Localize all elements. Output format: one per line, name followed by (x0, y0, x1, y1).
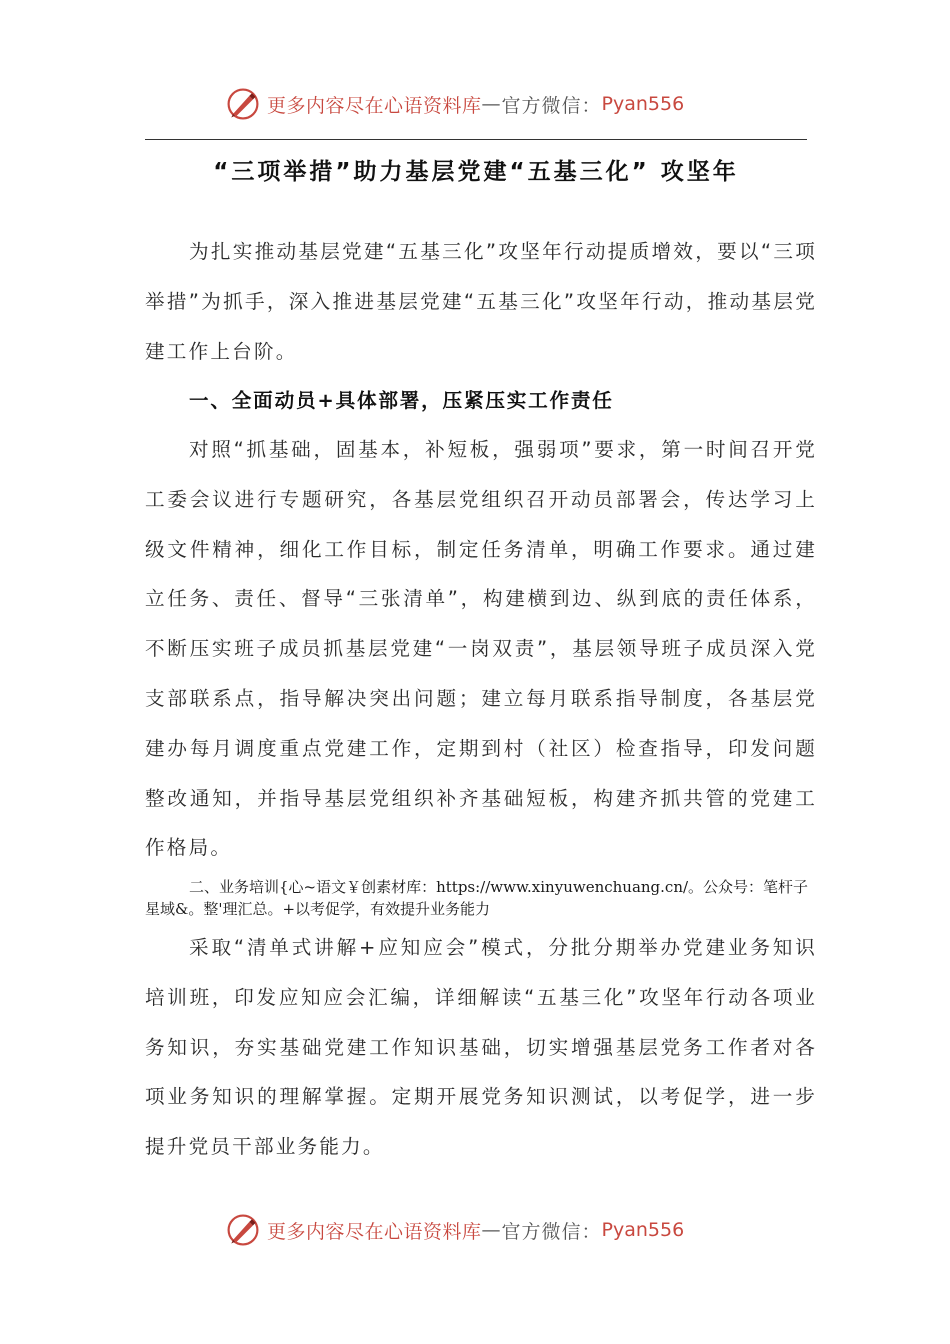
banner-slogan: 更多内容尽在心语资料库 (267, 94, 482, 117)
banner-dash: — (481, 1219, 502, 1241)
banner-wechat-id: Pyan556 (601, 93, 685, 115)
banner-dash: — (481, 93, 502, 115)
banner-slogan: 更多内容尽在心语资料库 (267, 1220, 482, 1243)
banner-wechat-label: 官方微信： (501, 1220, 602, 1243)
section-2-heading: 二、业务培训{心~语文￥创素材库：https://www.xinyuwenchuang.cn/。公众号：笔杆子星域&。整'理汇总。+以考促学，有效提升业务能力 (145, 878, 809, 918)
pen-logo-icon (225, 1212, 261, 1248)
footer-banner (225, 1208, 684, 1252)
banner-wechat-label: 官方微信： (501, 94, 602, 117)
section-1-body: 对照“抓基础，固基本，补短板，强弱项”要求，第一时间召开党工委会议进行专题研究，各基层党组织召开动员部署会，传达学习上级文件精神，细化工作目标，制定任务清单，明确工作要求。通过建立任务、责任、督导“三张清单”，构建横到边、纵到底的责任体系，不断压实班子成员抓基层党建“一岗双责”，基层领导班子成员深入党支部联系点，指导解决突出问题；建立每月联系指导制度，各基层党建办每月调度重点党建工作，定期到村（社区）检查指导，印发问题整改通知，并指导基层党组织补齐基础短板，构建齐抓共管的党建工作格局。 (145, 438, 817, 860)
header-divider (145, 139, 807, 140)
pen-logo-icon (225, 86, 261, 122)
header-banner (225, 82, 684, 126)
section-2-body: 采取“清单式讲解+应知应会”模式，分批分期举办党建业务知识培训班，印发应知应会汇编，详细解读“五基三化”攻坚年行动各项业务知识，夯实基础党建工作知识基础，切实增强基层党务工作者对各项业务知识的理解掌握。定期开展党务知识测试，以考促学，进一步提升党员干部业务能力。 (145, 936, 817, 1159)
section-1-heading: 一、全面动员+具体部署，压紧压实工作责任 (189, 389, 614, 412)
intro-paragraph: 为扎实推动基层党建“五基三化”攻坚年行动提质增效，要以“三项举措”为抓手，深入推进基层党建“五基三化”攻坚年行动，推动基层党建工作上台阶。 (145, 240, 817, 363)
document-title: “三项举措”助力基层党建“五基三化” 攻坚年 (213, 159, 739, 185)
banner-wechat-id: Pyan556 (601, 1219, 685, 1241)
